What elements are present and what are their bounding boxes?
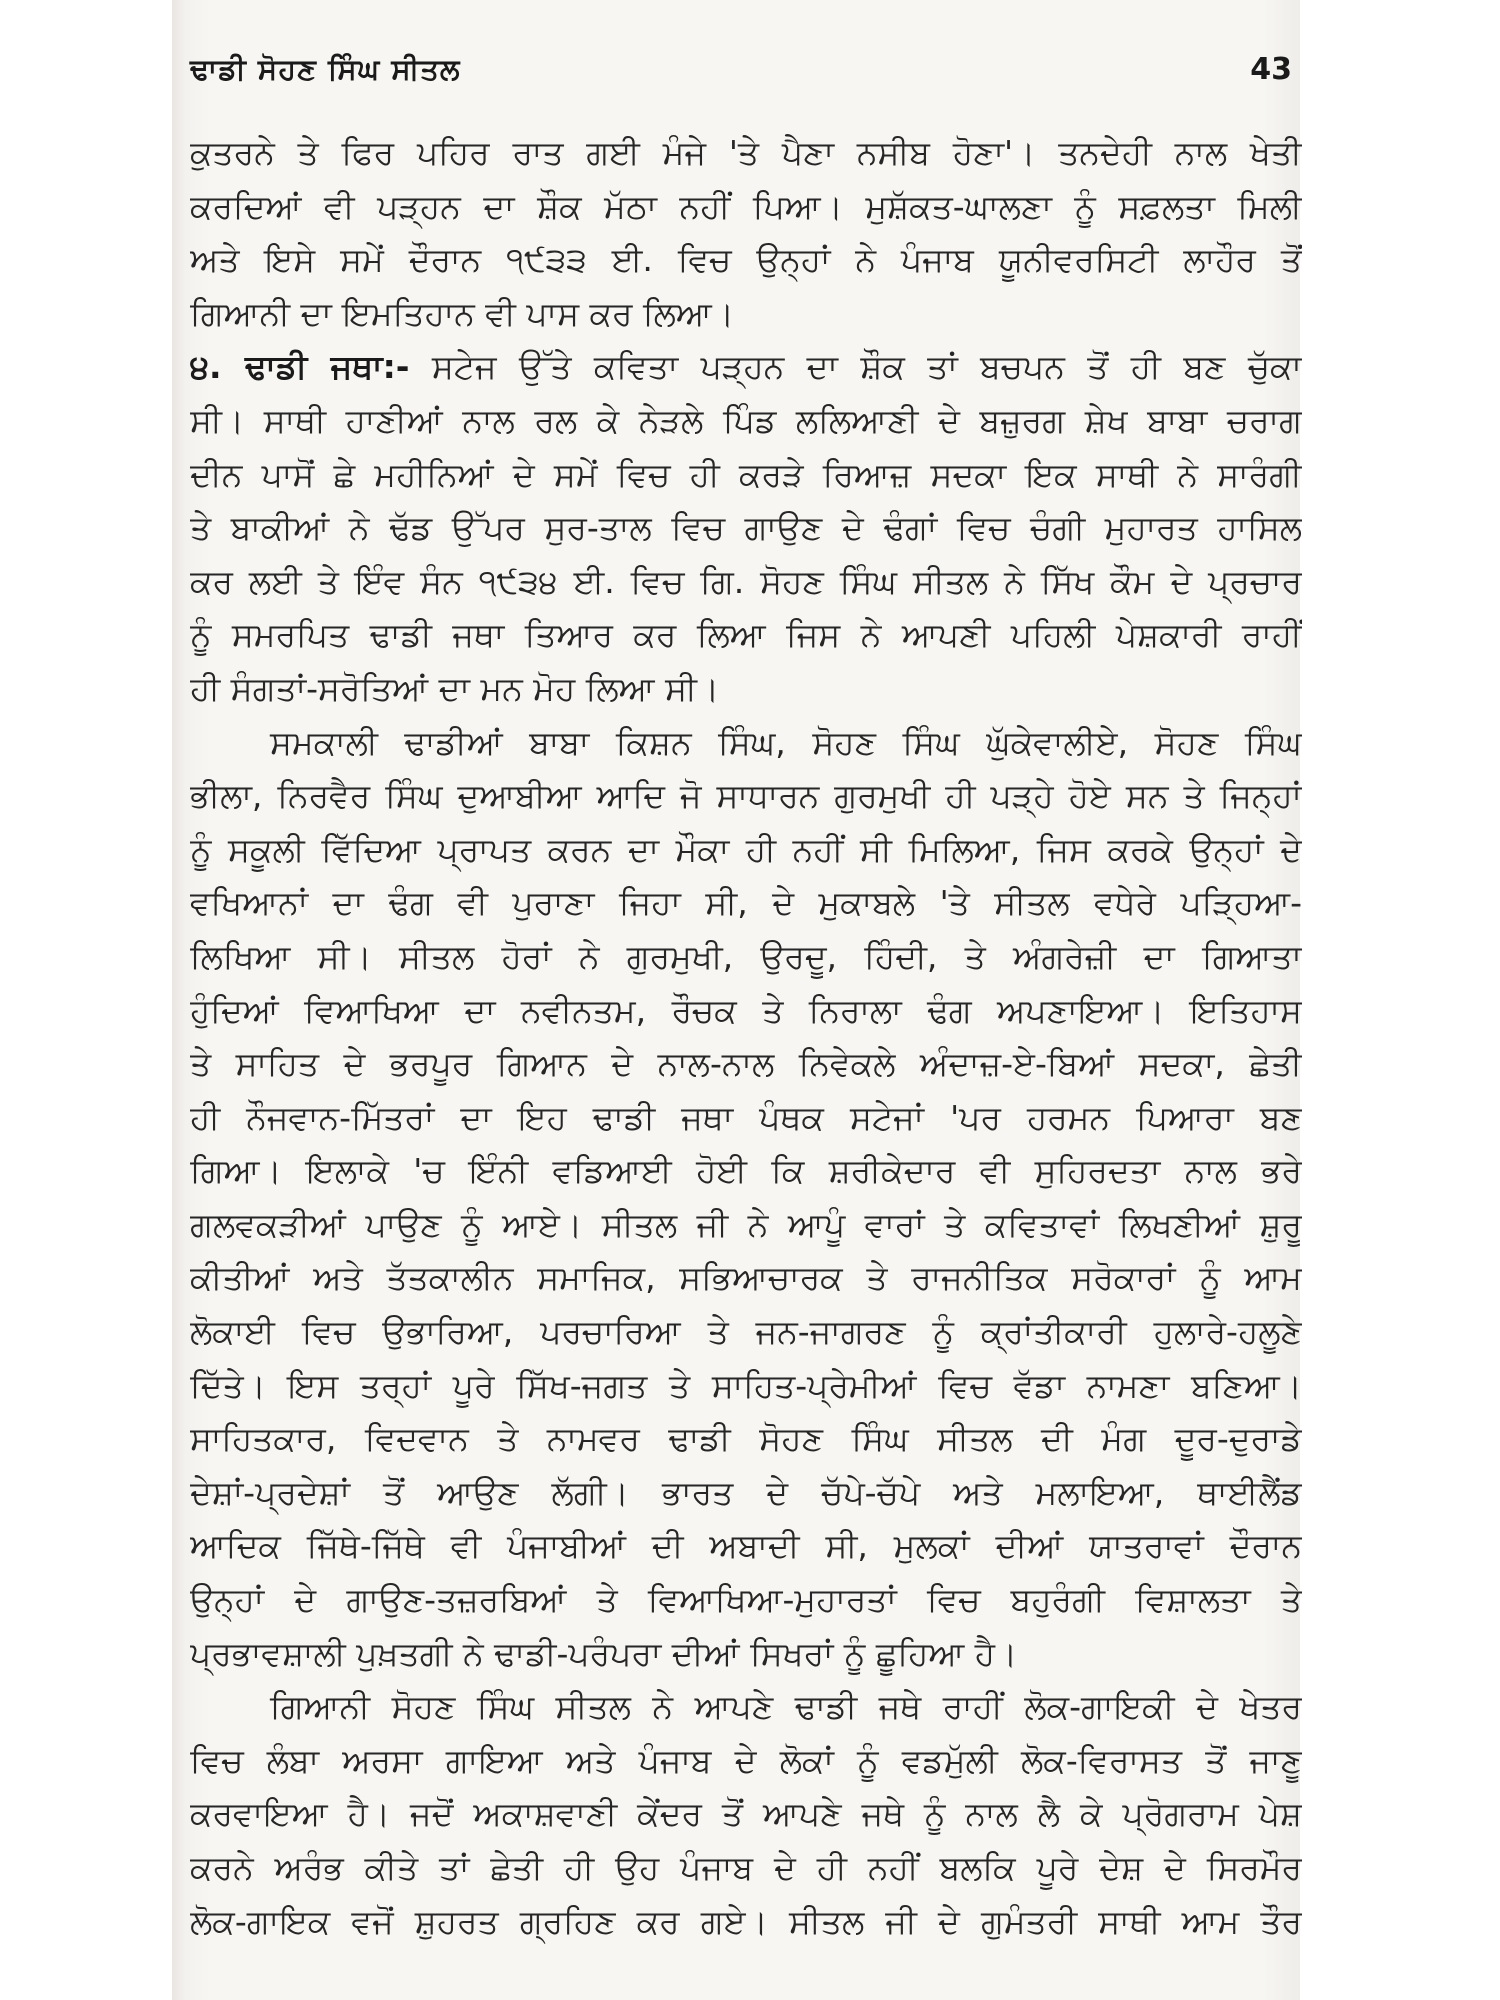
text-line: ਸਟੇਜ ਉੱਤੇ ਕਵਿਤਾ ਪੜ੍ਹਨ ਦਾ ਸ਼ੌਕ ਤਾਂ ਬਚਪਨ ਤੋਂ ਹੀ ਬਣ ਚੁੱਕਾ xyxy=(431,347,1302,387)
text-line: ਦਿੱਤੇ। ਇਸ ਤਰ੍ਹਾਂ ਪੂਰੇ ਸਿੱਖ-ਜਗਤ ਤੇ ਸਾਹਿਤ-ਪ੍ਰੇਮੀਆਂ ਵਿਚ ਵੱਡਾ ਨਾਮਣਾ ਬਣਿਆ। xyxy=(190,1365,1302,1405)
text-line: ਅਤੇ ਇਸੇ ਸਮੇਂ ਦੌਰਾਨ ੧੯੩੩ ਈ. ਵਿਚ ਉਨ੍ਹਾਂ ਨੇ ਪੰਜਾਬ ਯੂਨੀਵਰਸਿਟੀ ਲਾਹੌਰ ਤੋਂ xyxy=(190,240,1302,280)
text-line: ਦੇਸ਼ਾਂ-ਪ੍ਰਦੇਸ਼ਾਂ ਤੋਂ ਆਉਣ ਲੱਗੀ। ਭਾਰਤ ਦੇ ਚੱਪੇ-ਚੱਪੇ ਅਤੇ ਮਲਾਇਆ, ਥਾਈਲੈਂਡ xyxy=(190,1472,1302,1512)
text-line: ਉਨ੍ਹਾਂ ਦੇ ਗਾਉਣ-ਤਜ਼ਰਬਿਆਂ ਤੇ ਵਿਆਖਿਆ-ਮੁਹਾਰਤਾਂ ਵਿਚ ਬਹੁਰੰਗੀ ਵਿਸ਼ਾਲਤਾ ਤੇ xyxy=(190,1580,1302,1620)
text-line: ਗਲਵਕੜੀਆਂ ਪਾਉਣ ਨੂੰ ਆਏ। ਸੀਤਲ ਜੀ ਨੇ ਆਪੂੰ ਵਾਰਾਂ ਤੇ ਕਵਿਤਾਵਾਂ ਲਿਖਣੀਆਂ ਸ਼ੁਰੂ xyxy=(190,1204,1302,1244)
text-line: ਹੀ ਨੌਜਵਾਨ-ਮਿੱਤਰਾਂ ਦਾ ਇਹ ਢਾਡੀ ਜਥਾ ਪੰਥਕ ਸਟੇਜਾਂ 'ਪਰ ਹਰਮਨ ਪਿਆਰਾ ਬਣ xyxy=(190,1097,1302,1137)
text-line: ਲੋਕ-ਗਾਇਕ ਵਜੋਂ ਸ਼ੁਹਰਤ ਗ੍ਰਹਿਣ ਕਰ ਗਏ। ਸੀਤਲ ਜੀ ਦੇ ਗੁਮੰਤਰੀ ਸਾਥੀ ਆਮ ਤੌਰ xyxy=(190,1901,1302,1941)
text-line-with-heading xyxy=(190,340,1302,394)
text-line: ਭੀਲਾ, ਨਿਰਵੈਰ ਸਿੰਘ ਦੁਆਬੀਆ ਆਦਿ ਜੋ ਸਾਧਾਰਨ ਗੁਰਮੁਖੀ ਹੀ ਪੜ੍ਹੇ ਹੋਏ ਸਨ ਤੇ ਜਿਨ੍ਹਾਂ xyxy=(190,776,1302,816)
text-line: ਵਿਚ ਲੰਬਾ ਅਰਸਾ ਗਾਇਆ ਅਤੇ ਪੰਜਾਬ ਦੇ ਲੋਕਾਂ ਨੂੰ ਵਡਮੁੱਲੀ ਲੋਕ-ਵਿਰਾਸਤ ਤੋਂ ਜਾਣੂ xyxy=(190,1740,1302,1780)
text-line: ਕਰ ਲਈ ਤੇ ਇੰਵ ਸੰਨ ੧੯੩੪ ਈ. ਵਿਚ ਗਿ. ਸੋਹਣ ਸਿੰਘ ਸੀਤਲ ਨੇ ਸਿੱਖ ਕੌਮ ਦੇ ਪ੍ਰਚਾਰ xyxy=(190,561,1302,601)
text-line: ਦੀਨ ਪਾਸੋਂ ਛੇ ਮਹੀਨਿਆਂ ਦੇ ਸਮੇਂ ਵਿਚ ਹੀ ਕਰੜੇ ਰਿਆਜ਼ ਸਦਕਾ ਇਕ ਸਾਥੀ ਨੇ ਸਾਰੰਗੀ xyxy=(190,454,1302,494)
text-line: ਗਿਆਨੀ ਸੋਹਣ ਸਿੰਘ ਸੀਤਲ ਨੇ ਆਪਣੇ ਢਾਡੀ ਜਥੇ ਰਾਹੀਂ ਲੋਕ-ਗਾਇਕੀ ਦੇ ਖੇਤਰ xyxy=(270,1687,1302,1727)
text-line: ਗਿਆਨੀ ਦਾ ਇਮਤਿਹਾਨ ਵੀ ਪਾਸ ਕਰ ਲਿਆ। xyxy=(190,293,735,333)
text-line: ਕੀਤੀਆਂ ਅਤੇ ਤੱਤਕਾਲੀਨ ਸਮਾਜਿਕ, ਸਭਿਆਚਾਰਕ ਤੇ ਰਾਜਨੀਤਿਕ ਸਰੋਕਾਰਾਂ ਨੂੰ ਆਮ xyxy=(190,1258,1302,1298)
text-line: ਗਿਆ। ਇਲਾਕੇ 'ਚ ਇੰਨੀ ਵਡਿਆਈ ਹੋਈ ਕਿ ਸ਼ਰੀਕੇਦਾਰ ਵੀ ਸੁਹਿਰਦਤਾ ਨਾਲ ਭਰੇ xyxy=(190,1151,1302,1191)
text-line: ਸਾਹਿਤਕਾਰ, ਵਿਦਵਾਨ ਤੇ ਨਾਮਵਰ ਢਾਡੀ ਸੋਹਣ ਸਿੰਘ ਸੀਤਲ ਦੀ ਮੰਗ ਦੂਰ-ਦੁਰਾਡੇ xyxy=(190,1419,1302,1459)
text-line: ਸੀ। ਸਾਥੀ ਹਾਣੀਆਂ ਨਾਲ ਰਲ ਕੇ ਨੇੜਲੇ ਪਿੰਡ ਲਲਿਆਣੀ ਦੇ ਬਜ਼ੁਰਗ ਸ਼ੇਖ ਬਾਬਾ ਚਰਾਗ xyxy=(190,400,1302,440)
text-line: ਕੁਤਰਨੇ ਤੇ ਫਿਰ ਪਹਿਰ ਰਾਤ ਗਈ ਮੰਜੇ 'ਤੇ ਪੈਣਾ ਨਸੀਬ ਹੋਣਾ'। ਤਨਦੇਹੀ ਨਾਲ ਖੇਤੀ xyxy=(190,133,1302,172)
page-header xyxy=(172,52,1300,112)
text-line: ਨੂੰ ਸਮਰਪਿਤ ਢਾਡੀ ਜਥਾ ਤਿਆਰ ਕਰ ਲਿਆ ਜਿਸ ਨੇ ਆਪਣੀ ਪਹਿਲੀ ਪੇਸ਼ਕਾਰੀ ਰਾਹੀਂ xyxy=(190,615,1302,655)
text-line: ਲੋਕਾਈ ਵਿਚ ਉਭਾਰਿਆ, ਪਰਚਾਰਿਆ ਤੇ ਜਨ-ਜਾਗਰਣ ਨੂੰ ਕ੍ਰਾਂਤੀਕਾਰੀ ਹੁਲਾਰੇ-ਹਲੂਣੇ xyxy=(190,1312,1302,1352)
text-line: ਵਖਿਆਨਾਂ ਦਾ ਢੰਗ ਵੀ ਪੁਰਾਣਾ ਜਿਹਾ ਸੀ, ਦੇ ਮੁਕਾਬਲੇ 'ਤੇ ਸੀਤਲ ਵਧੇਰੇ ਪੜ੍ਹਿਆ- xyxy=(190,883,1302,923)
text-line: ਕਰਵਾਇਆ ਹੈ। ਜਦੋਂ ਅਕਾਸ਼ਵਾਣੀ ਕੇਂਦਰ ਤੋਂ ਆਪਣੇ ਜਥੇ ਨੂੰ ਨਾਲ ਲੈ ਕੇ ਪ੍ਰੋਗਰਾਮ ਪੇਸ਼ xyxy=(190,1794,1302,1834)
book-page xyxy=(172,0,1300,2000)
text-line: ਨੂੰ ਸਕੂਲੀ ਵਿੱਦਿਆ ਪ੍ਰਾਪਤ ਕਰਨ ਦਾ ਮੌਕਾ ਹੀ ਨਹੀਂ ਸੀ ਮਿਲਿਆ, ਜਿਸ ਕਰਕੇ ਉਨ੍ਹਾਂ ਦੇ xyxy=(190,829,1302,869)
page-number: 43 xyxy=(1250,52,1292,87)
section-heading: ੪. ਢਾਡੀ ਜਥਾ:- xyxy=(190,347,410,387)
text-line: ਕਰਦਿਆਂ ਵੀ ਪੜ੍ਹਨ ਦਾ ਸ਼ੌਕ ਮੱਠਾ ਨਹੀਂ ਪਿਆ। ਮੁਸ਼ੱਕਤ-ਘਾਲਣਾ ਨੂੰ ਸਫ਼ਲਤਾ ਮਿਲੀ xyxy=(190,186,1302,226)
text-line: ਤੇ ਬਾਕੀਆਂ ਨੇ ਢੱਡ ਉੱਪਰ ਸੁਰ-ਤਾਲ ਵਿਚ ਗਾਉਣ ਦੇ ਢੰਗਾਂ ਵਿਚ ਚੰਗੀ ਮੁਹਾਰਤ ਹਾਸਿਲ xyxy=(190,508,1302,548)
text-line: ਹੁੰਦਿਆਂ ਵਿਆਖਿਆ ਦਾ ਨਵੀਨਤਮ, ਰੌਚਕ ਤੇ ਨਿਰਾਲਾ ਢੰਗ ਅਪਣਾਇਆ। ਇਤਿਹਾਸ xyxy=(190,990,1302,1030)
text-line: ਆਦਿਕ ਜਿੱਥੇ-ਜਿੱਥੇ ਵੀ ਪੰਜਾਬੀਆਂ ਦੀ ਅਬਾਦੀ ਸੀ, ਮੁਲਕਾਂ ਦੀਆਂ ਯਾਤਰਾਵਾਂ ਦੌਰਾਨ xyxy=(190,1526,1302,1566)
text-line: ਲਿਖਿਆ ਸੀ। ਸੀਤਲ ਹੋਰਾਂ ਨੇ ਗੁਰਮੁਖੀ, ਉਰਦੂ, ਹਿੰਦੀ, ਤੇ ਅੰਗਰੇਜ਼ੀ ਦਾ ਗਿਆਤਾ xyxy=(190,936,1302,976)
text-line: ਹੀ ਸੰਗਤਾਂ-ਸਰੋਤਿਆਂ ਦਾ ਮਨ ਮੋਹ ਲਿਆ ਸੀ। xyxy=(190,668,720,708)
text-line: ਸਮਕਾਲੀ ਢਾਡੀਆਂ ਬਾਬਾ ਕਿਸ਼ਨ ਸਿੰਘ, ਸੋਹਣ ਸਿੰਘ ਘੁੱਕੇਵਾਲੀਏ, ਸੋਹਣ ਸਿੰਘ xyxy=(270,722,1302,762)
text-line: ਪ੍ਰਭਾਵਸ਼ਾਲੀ ਪੁਖ਼ਤਗੀ ਨੇ ਢਾਡੀ-ਪਰੰਪਰਾ ਦੀਆਂ ਸਿਖਰਾਂ ਨੂੰ ਛੂਹਿਆ ਹੈ। xyxy=(190,1633,1018,1673)
running-head: ਢਾਡੀ ਸੋਹਣ ਸਿੰਘ ਸੀਤਲ xyxy=(190,52,461,86)
text-line: ਕਰਨੇ ਅਰੰਭ ਕੀਤੇ ਤਾਂ ਛੇਤੀ ਹੀ ਉਹ ਪੰਜਾਬ ਦੇ ਹੀ ਨਹੀਂ ਬਲਕਿ ਪੂਰੇ ਦੇਸ਼ ਦੇ ਸਿਰਮੌਰ xyxy=(190,1848,1302,1887)
body-text xyxy=(190,126,1302,1948)
text-line: ਤੇ ਸਾਹਿਤ ਦੇ ਭਰਪੂਰ ਗਿਆਨ ਦੇ ਨਾਲ-ਨਾਲ ਨਿਵੇਕਲੇ ਅੰਦਾਜ਼-ਏ-ਬਿਆਂ ਸਦਕਾ, ਛੇਤੀ xyxy=(190,1044,1302,1084)
